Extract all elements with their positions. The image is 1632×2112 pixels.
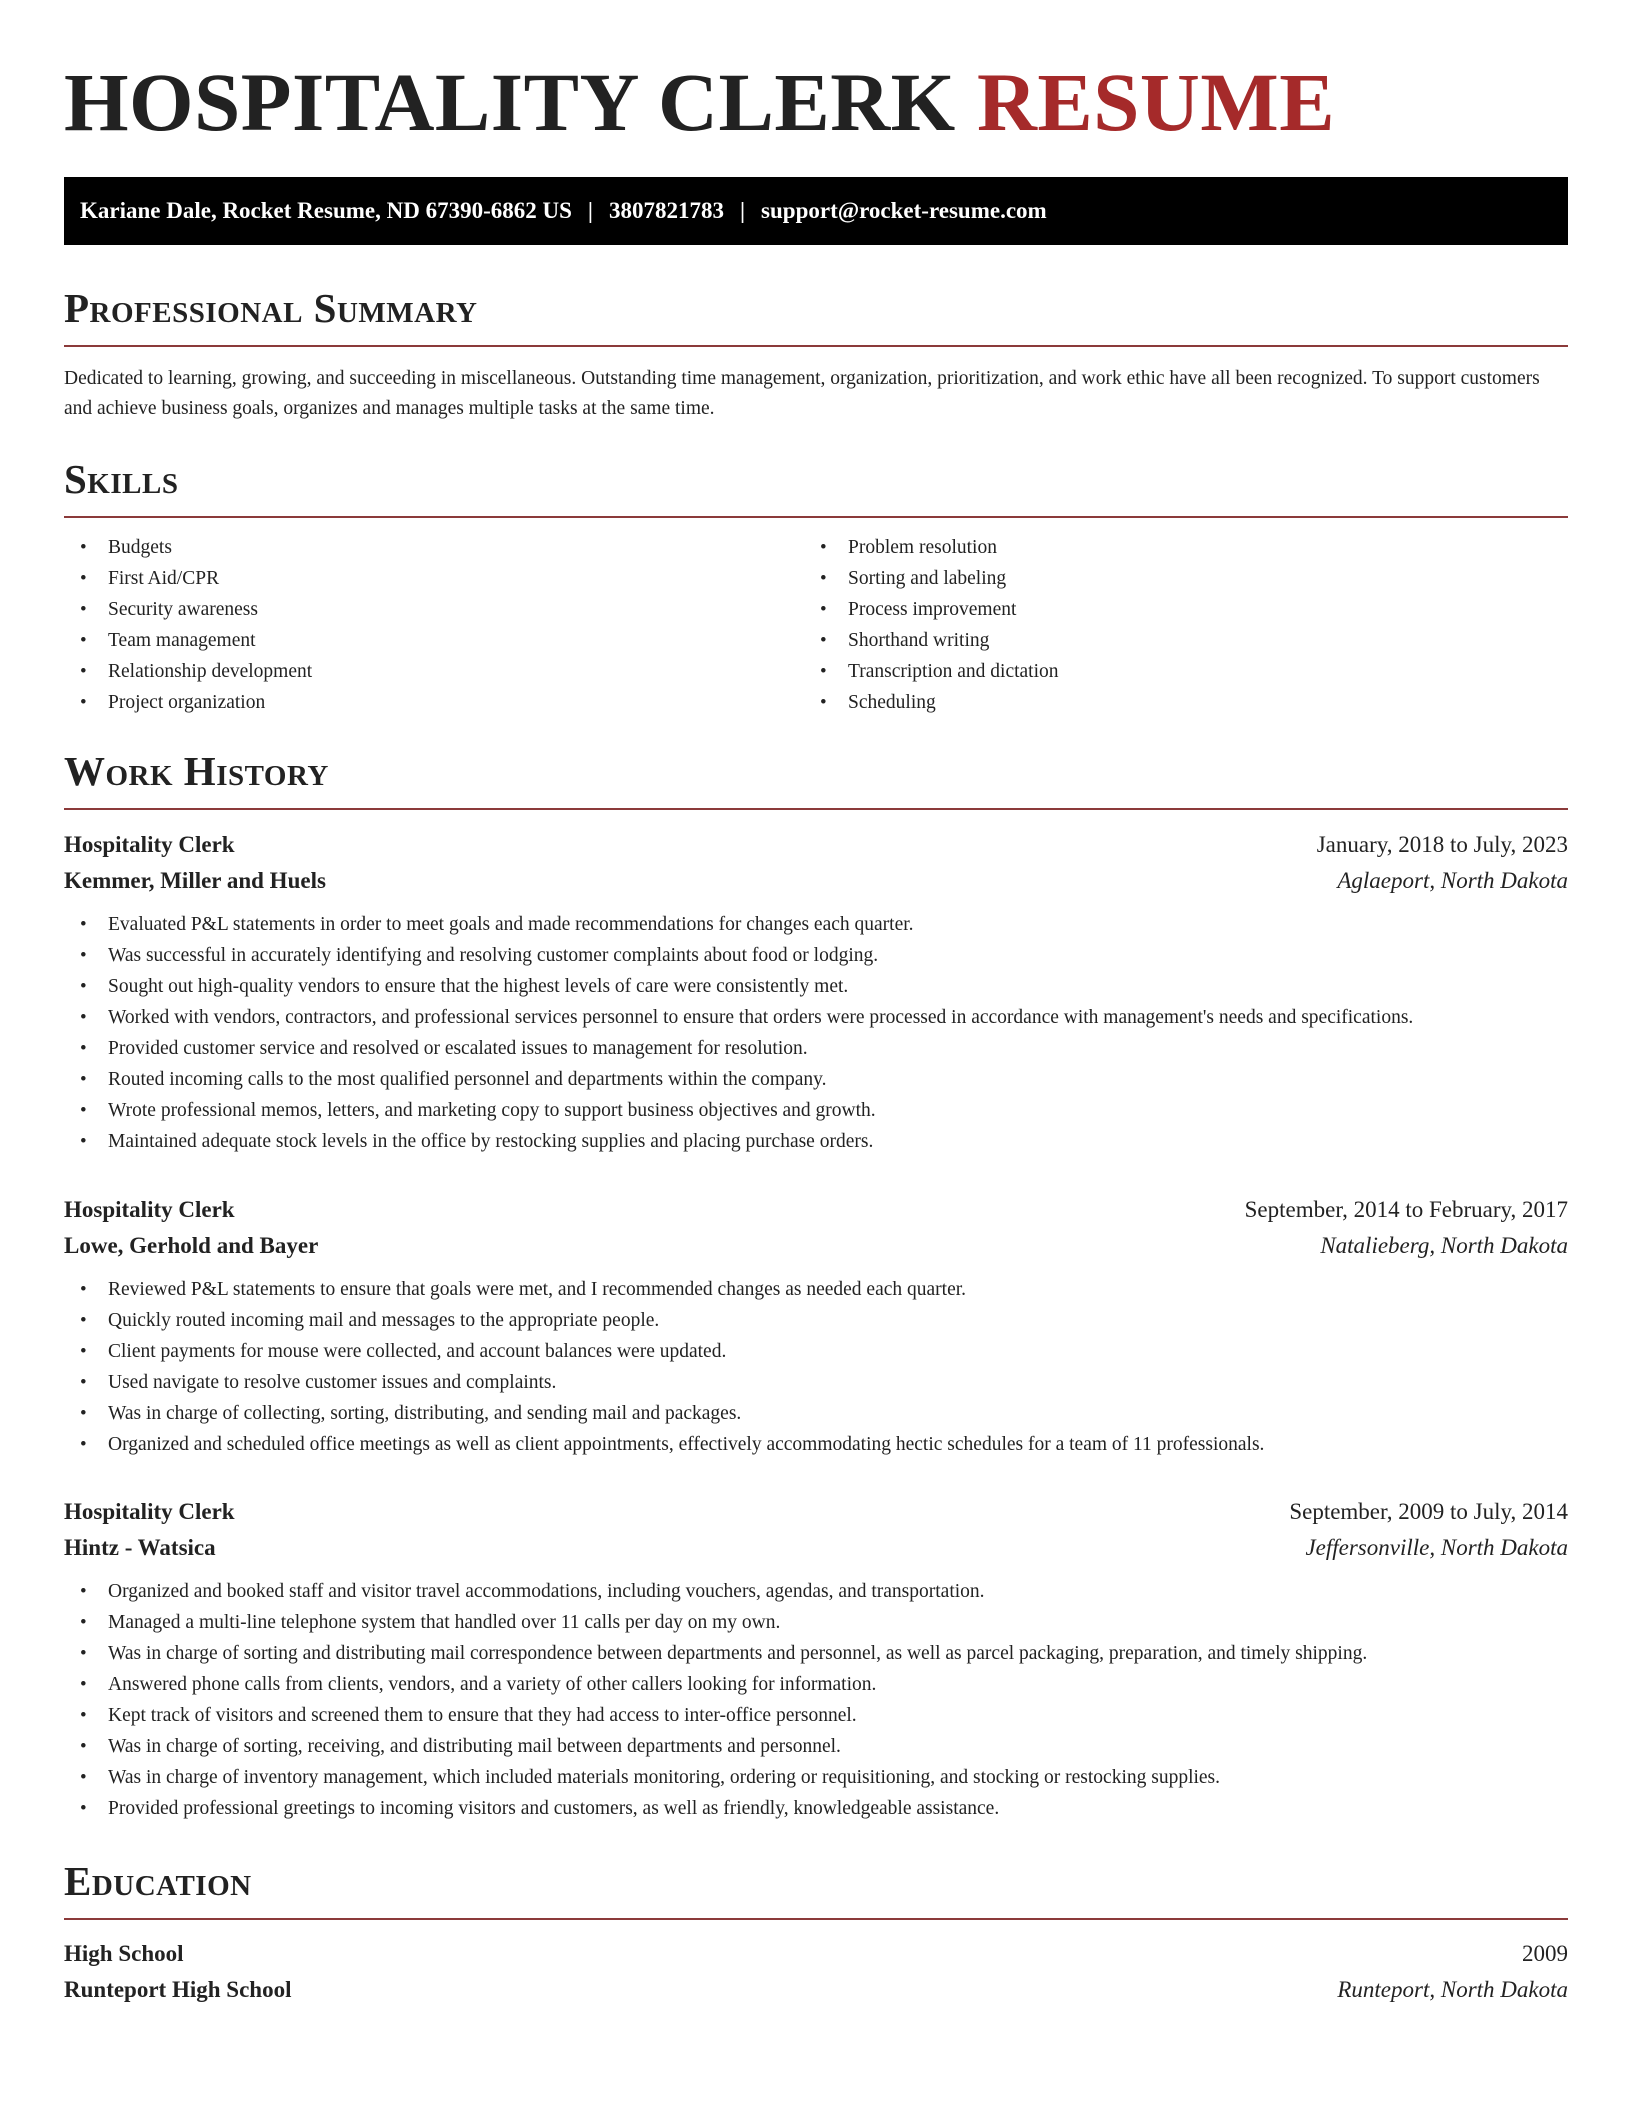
contact-address: Kariane Dale, Rocket Resume, ND 67390-6862 US <box>80 198 572 223</box>
job-duty: • Provided professional greetings to incoming visitors and customers, as well as friendly, knowledgeable assistance. <box>64 1793 1568 1824</box>
job-duties-list <box>64 1274 1568 1460</box>
job-duty: • Client payments for mouse were collected, and account balances were updated. <box>64 1336 1568 1367</box>
job-duty: • Was in charge of sorting and distributing mail correspondence between departments and personnel, as well as parcel packaging, preparation, and timely shipping. <box>64 1638 1568 1669</box>
skill-item: • Project organization <box>64 687 804 718</box>
job-title: Hospitality Clerk <box>64 832 235 857</box>
job-duty: • Maintained adequate stock levels in the office by restocking supplies and placing purchase orders. <box>64 1126 1568 1157</box>
title-accent: RESUME <box>976 56 1336 148</box>
job-company: Hintz - Watsica <box>64 1535 216 1560</box>
job-duty: • Used navigate to resolve customer issues and complaints. <box>64 1367 1568 1398</box>
education-degree: High School <box>64 1941 184 1966</box>
skill-item: • Transcription and dictation <box>804 656 1544 687</box>
job-company-row <box>64 1530 1568 1566</box>
job-duties-list <box>64 1576 1568 1824</box>
job-location: Aglaeport, North Dakota <box>1337 868 1568 893</box>
section-heading-work: Work History <box>64 748 329 794</box>
contact-phone: 3807821783 <box>608 198 724 223</box>
skill-item: • Security awareness <box>64 594 804 625</box>
job-duty: • Organized and booked staff and visitor travel accommodations, including vouchers, agendas, and transportation. <box>64 1576 1568 1607</box>
section-divider <box>64 345 1568 347</box>
job-duty: • Worked with vendors, contractors, and professional services personnel to ensure that orders were processed in accordance with management's needs and specifications. <box>64 1002 1568 1033</box>
job-duties-list <box>64 909 1568 1157</box>
skill-item: • Process improvement <box>804 594 1544 625</box>
job-company-row <box>64 863 1568 899</box>
section-divider <box>64 1918 1568 1920</box>
job-duty: • Answered phone calls from clients, vendors, and a variety of other callers looking for information. <box>64 1669 1568 1700</box>
job-duty: • Was in charge of inventory management, which included materials monitoring, ordering or requisitioning, and stocking or restocking supplies. <box>64 1762 1568 1793</box>
education-school: Runteport High School <box>64 1977 292 2002</box>
skill-item: • Sorting and labeling <box>804 563 1544 594</box>
section-heading-summary: Professional Summary <box>64 285 478 331</box>
job-duty: • Provided customer service and resolved or escalated issues to management for resolution. <box>64 1033 1568 1064</box>
resume-title <box>64 0 1568 152</box>
job-duty: • Kept track of visitors and screened them to ensure that they had access to inter-office personnel. <box>64 1700 1568 1731</box>
skills-columns <box>64 532 1568 718</box>
job-location: Natalieberg, North Dakota <box>1320 1233 1568 1258</box>
contact-separator: | <box>739 198 746 223</box>
summary-text: Dedicated to learning, growing, and succeeding in miscellaneous. Outstanding time management, organization, prioritization, and work ethic have all been recognized. To support customers and achieve business goals, organizes and manages multiple tasks at the same time. <box>64 368 1540 419</box>
contact-bar <box>64 177 1568 245</box>
summary-section <box>64 283 1568 424</box>
job-duty: • Routed incoming calls to the most qualified personnel and departments within the company. <box>64 1064 1568 1095</box>
education-year: 2009 <box>1522 1941 1568 1966</box>
job-entry <box>64 827 1568 1157</box>
job-entry <box>64 1192 1568 1460</box>
job-header-row <box>64 827 1568 863</box>
education-school-row <box>64 1972 1568 2008</box>
work-history-section <box>64 746 1568 810</box>
job-duty: • Was in charge of sorting, receiving, and distributing mail between departments and personnel. <box>64 1731 1568 1762</box>
education-entry <box>64 1936 1568 2008</box>
skill-item: • Scheduling <box>804 687 1544 718</box>
job-duty: • Quickly routed incoming mail and messages to the appropriate people. <box>64 1305 1568 1336</box>
skill-item: • Relationship development <box>64 656 804 687</box>
skill-item: • Team management <box>64 625 804 656</box>
education-section <box>64 1856 1568 2008</box>
title-main: HOSPITALITY CLERK <box>64 56 956 148</box>
skill-item: • Shorthand writing <box>804 625 1544 656</box>
job-dates: January, 2018 to July, 2023 <box>1316 832 1568 857</box>
job-duty: • Evaluated P&L statements in order to meet goals and made recommendations for changes each quarter. <box>64 909 1568 940</box>
job-duty: • Was in charge of collecting, sorting, distributing, and sending mail and packages. <box>64 1398 1568 1429</box>
job-entry <box>64 1494 1568 1824</box>
job-company-row <box>64 1228 1568 1264</box>
job-header-row <box>64 1192 1568 1228</box>
job-title: Hospitality Clerk <box>64 1499 235 1524</box>
skill-item: • Budgets <box>64 532 804 563</box>
job-duty: • Was successful in accurately identifying and resolving customer complaints about food or lodging. <box>64 940 1568 971</box>
contact-separator: | <box>587 198 593 223</box>
skills-list-left <box>64 532 804 718</box>
skill-item: • First Aid/CPR <box>64 563 804 594</box>
job-dates: September, 2009 to July, 2014 <box>1289 1499 1568 1524</box>
skill-item: • Problem resolution <box>804 532 1544 563</box>
job-company: Lowe, Gerhold and Bayer <box>64 1233 319 1258</box>
section-heading-skills: Skills <box>64 456 179 502</box>
education-header-row <box>64 1936 1568 1972</box>
job-location: Jeffersonville, North Dakota <box>1305 1535 1568 1560</box>
job-company: Kemmer, Miller and Huels <box>64 868 326 893</box>
job-duty: • Managed a multi-line telephone system that handled over 11 calls per day on my own. <box>64 1607 1568 1638</box>
section-divider <box>64 516 1568 518</box>
education-location: Runteport, North Dakota <box>1337 1977 1568 2002</box>
section-heading-education: Education <box>64 1858 252 1904</box>
job-duty: • Reviewed P&L statements to ensure that goals were met, and I recommended changes as needed each quarter. <box>64 1274 1568 1305</box>
job-title: Hospitality Clerk <box>64 1197 235 1222</box>
job-duty: • Organized and scheduled office meetings as well as client appointments, effectively accommodating hectic schedules for a team of 11 professionals. <box>64 1429 1568 1460</box>
skills-section <box>64 454 1568 718</box>
contact-email: support@rocket-resume.com <box>761 198 1047 223</box>
section-divider <box>64 808 1568 810</box>
job-header-row <box>64 1494 1568 1530</box>
job-duty: • Sought out high-quality vendors to ensure that the highest levels of care were consistently met. <box>64 971 1568 1002</box>
job-dates: September, 2014 to February, 2017 <box>1244 1197 1568 1222</box>
skills-list-right <box>804 532 1544 718</box>
job-duty: • Wrote professional memos, letters, and marketing copy to support business objectives and growth. <box>64 1095 1568 1126</box>
